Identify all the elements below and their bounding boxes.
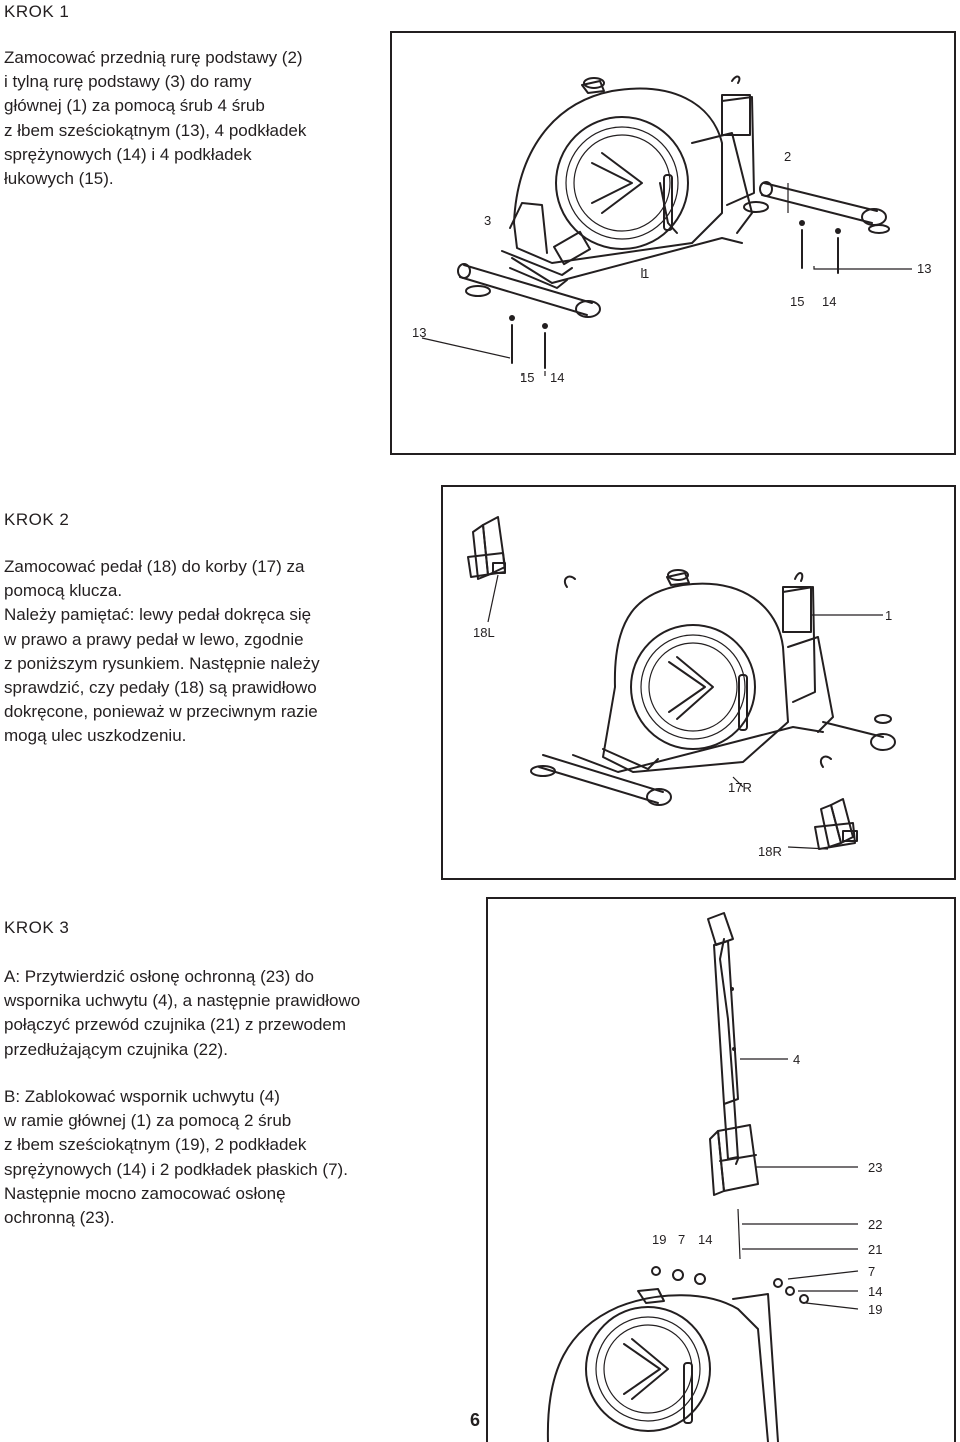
step-3-line: A: Przytwierdzić osłonę ochronną (23) do: [4, 967, 314, 986]
step-2-line: mogą ulec uszkodzeniu.: [4, 726, 187, 746]
step-2-line: Należy pamiętać: lewy pedał dokręca się: [4, 605, 312, 625]
part-label: 21: [868, 1242, 883, 1257]
step-3-line: w ramie głównej (1) za pomocą 2 śrub: [4, 1111, 292, 1131]
rotation-arrow-right: [821, 757, 831, 767]
step-1-drawing: [392, 33, 954, 453]
part-label: 2: [784, 149, 792, 164]
page-number: 6: [470, 1410, 481, 1430]
part-label: 14: [868, 1284, 883, 1299]
step-3-line: przedłużającym czujnika (22).: [4, 1039, 228, 1059]
bolt-washer-set-left: [652, 1267, 705, 1284]
part-label: 19: [652, 1232, 667, 1247]
step-2-line: z poniższym rysunkiem. Następnie należy: [4, 653, 320, 673]
rear-stabilizer-illustration: [458, 264, 600, 368]
left-pedal-illustration: [468, 517, 505, 579]
step-3-drawing: [488, 899, 954, 1442]
part-label: 7: [868, 1264, 876, 1279]
step-3-line: wspornika uchwytu (4), a następnie prawidłowo: [4, 991, 361, 1011]
part-label: 14: [550, 370, 565, 385]
step-2-drawing: [443, 487, 954, 878]
step-2-line: sprawdzić, czy pedały (18) są prawidłowo: [4, 678, 317, 698]
step-3-text-b: [4, 1085, 348, 1230]
step-1-line: łukowych (15).: [4, 169, 114, 189]
front-stabilizer-illustration: [744, 182, 889, 273]
step-3-line: Następnie mocno zamocować osłonę: [4, 1183, 286, 1203]
step-2-text: [4, 555, 320, 749]
step-3-line: B: Zablokować wspornik uchwytu (4): [4, 1087, 280, 1106]
rotation-arrow-left: [565, 577, 575, 587]
step-2-line: dokręcone, ponieważ w przeciwnym razie: [4, 702, 318, 722]
step-2-line: w prawo a prawy pedał w lewo, zgodnie: [4, 629, 304, 649]
step-1-title: KROK 1: [4, 2, 70, 21]
step-3-diagram: [486, 897, 956, 1442]
main-frame-illustration: [548, 1289, 778, 1442]
part-label: 17R: [728, 780, 752, 795]
step-3-line: z łbem sześciokątnym (19), 2 podkładek: [4, 1135, 307, 1155]
part-label: 7: [678, 1232, 686, 1247]
step-1-line: sprężynowych (14) i 4 podkładek: [4, 144, 252, 164]
part-label: 14: [698, 1232, 713, 1247]
part-label: 1: [642, 266, 650, 281]
step-3-title: KROK 3: [4, 918, 70, 937]
part-label: 23: [868, 1160, 883, 1175]
step-1-line: z łbem sześciokątnym (13), 4 podkładek: [4, 120, 307, 140]
right-pedal-illustration: [815, 799, 857, 849]
step-2-line: pomocą klucza.: [4, 581, 123, 601]
part-label: 13: [412, 325, 427, 340]
step-1-line: i tylną rurę podstawy (3) do ramy: [4, 72, 252, 92]
step-3-line: sprężynowych (14) i 2 podkładek płaskich (7).: [4, 1159, 348, 1179]
step-3-line: ochronną (23).: [4, 1208, 115, 1228]
part-label: 15: [520, 370, 535, 385]
step-1-diagram: [390, 31, 956, 455]
protective-cover-illustration: [710, 1125, 758, 1195]
part-label: 13: [917, 261, 932, 276]
step-3-line: połączyć przewód czujnika (21) z przewodem: [4, 1015, 347, 1035]
part-label: 18R: [758, 844, 782, 859]
step-1-line: głównej (1) za pomocą śrub 4 śrub: [4, 96, 265, 116]
main-frame-illustration: [502, 77, 754, 288]
part-label: 4: [793, 1052, 801, 1067]
part-label: 19: [868, 1302, 883, 1317]
step-2-diagram: [441, 485, 956, 880]
part-label: 14: [822, 294, 837, 309]
main-frame-illustration: [531, 570, 895, 805]
part-label: 1: [885, 608, 893, 623]
part-label: 18L: [473, 625, 495, 640]
step-2-title: KROK 2: [4, 510, 70, 529]
step-3-text-a: [4, 965, 360, 1062]
part-label: 22: [868, 1217, 883, 1232]
step-2-line: Zamocować pedał (18) do korby (17) za: [4, 557, 305, 576]
part-label: 3: [484, 213, 492, 228]
part-label: 15: [790, 294, 805, 309]
sensor-cable: [738, 1209, 740, 1259]
step-1-text: [4, 46, 306, 191]
step-1-line: Zamocować przednią rurę podstawy (2): [4, 48, 303, 67]
handlebar-post-illustration: [708, 913, 738, 1164]
